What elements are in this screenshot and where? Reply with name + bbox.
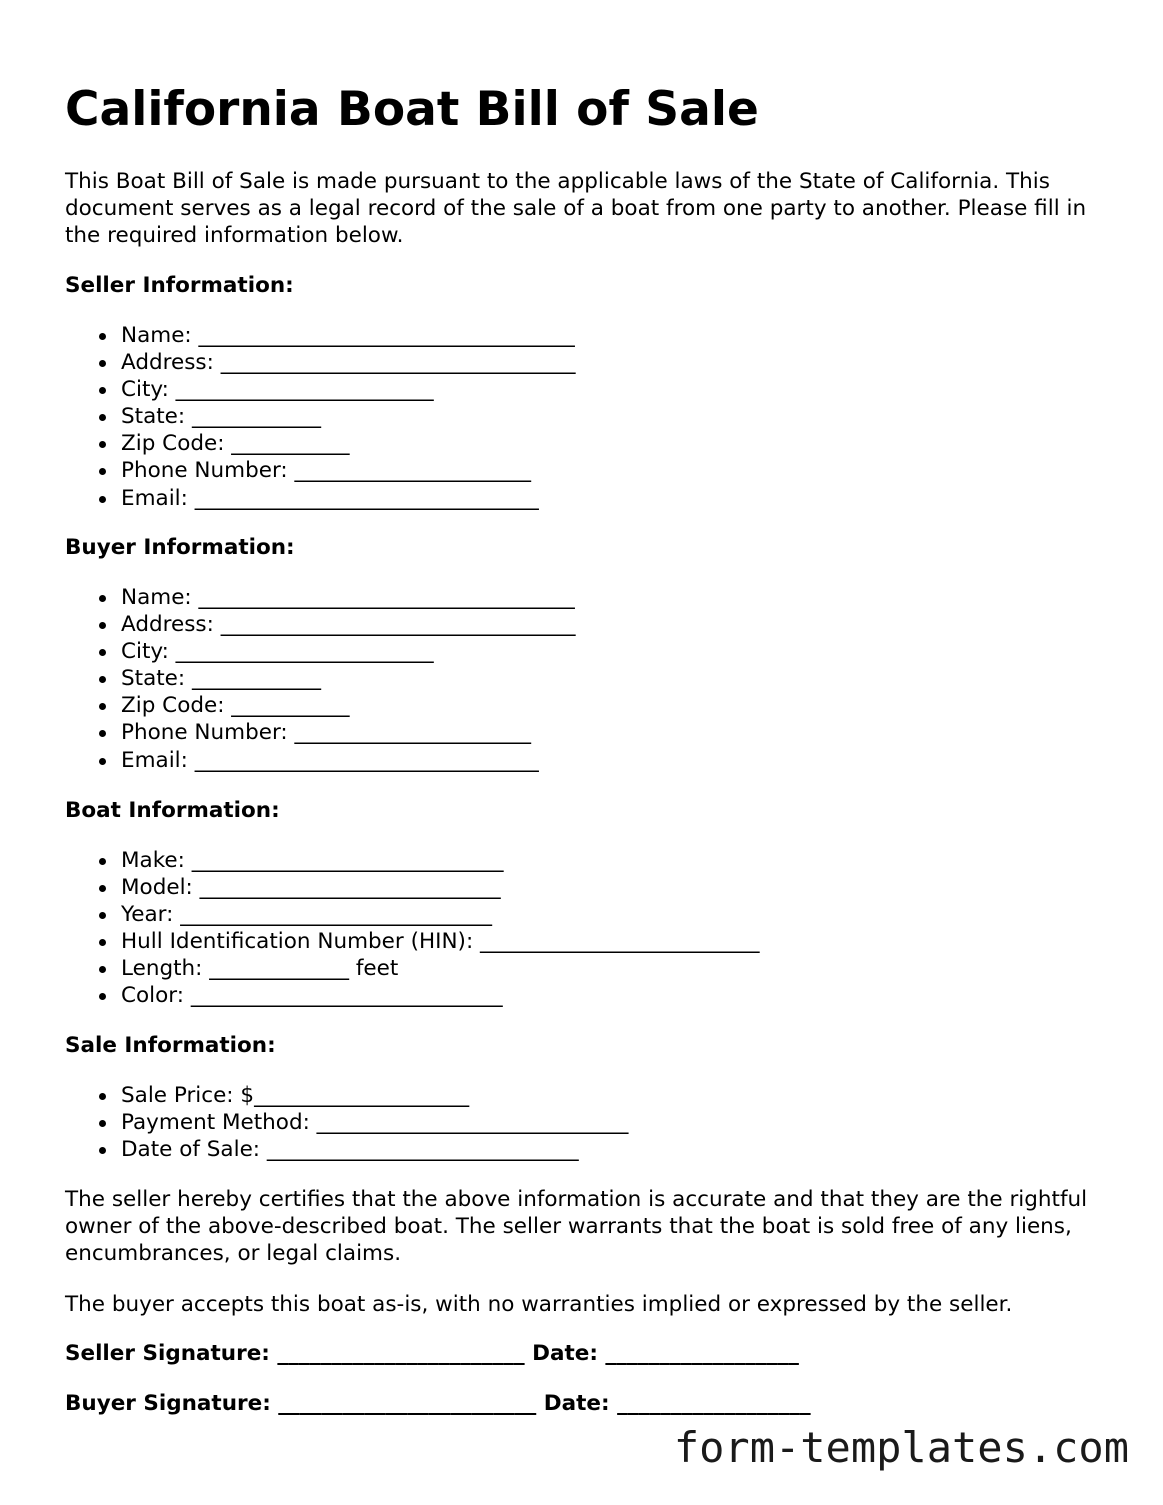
intro-paragraph: This Boat Bill of Sale is made pursuant to the applicable laws of the State of California. This document serves as a legal record of the sale of a boat from one party to another. Please fill in the required information below. [65, 169, 1087, 248]
buyer-fields-list [65, 584, 575, 774]
buyer-zip-field[interactable]: Zip Code: ___________ [65, 692, 575, 719]
seller-signature-line[interactable]: Seller Signature: _______________________ Date: __________________ [65, 1341, 799, 1366]
boat-section-heading: Boat Information: [65, 798, 280, 823]
document-title: California Boat Bill of Sale [65, 82, 759, 137]
seller-phone-field[interactable]: Phone Number: ______________________ [65, 457, 575, 484]
buyer-email-field[interactable]: Email: ________________________________ [65, 747, 575, 774]
boat-make-field[interactable]: Make: _____________________________ [65, 847, 760, 874]
date-of-sale-field[interactable]: Date of Sale: _____________________________ [65, 1136, 628, 1163]
seller-name-field[interactable]: Name: ___________________________________ [65, 322, 575, 349]
boat-year-field[interactable]: Year: _____________________________ [65, 901, 760, 928]
seller-fields-list [65, 322, 575, 512]
seller-address-field[interactable]: Address: _________________________________ [65, 349, 575, 376]
buyer-state-field[interactable]: State: ____________ [65, 665, 575, 692]
sale-price-field[interactable]: Sale Price: $____________________ [65, 1082, 628, 1109]
watermark: form-templates.com [673, 1423, 1129, 1472]
buyer-phone-field[interactable]: Phone Number: ______________________ [65, 719, 575, 746]
seller-state-field[interactable]: State: ____________ [65, 403, 575, 430]
seller-section-heading: Seller Information: [65, 273, 294, 298]
boat-fields-list [65, 847, 760, 1010]
buyer-signature-line[interactable]: Buyer Signature: ________________________ Date: __________________ [65, 1391, 811, 1416]
buyer-name-field[interactable]: Name: ___________________________________ [65, 584, 575, 611]
sale-section-heading: Sale Information: [65, 1033, 276, 1058]
buyer-city-field[interactable]: City: ________________________ [65, 638, 575, 665]
seller-city-field[interactable]: City: ________________________ [65, 376, 575, 403]
certification-paragraph: The seller hereby certifies that the above information is accurate and that they are the rightful owner of the above-described boat. The seller warrants that the boat is sold free of any liens, encumbrances, or legal claims. [65, 1187, 1088, 1266]
boat-hin-field[interactable]: Hull Identification Number (HIN): __________________________ [65, 928, 760, 955]
sale-fields-list [65, 1082, 628, 1163]
boat-length-field[interactable]: Length: _____________ feet [65, 955, 760, 982]
buyer-address-field[interactable]: Address: _________________________________ [65, 611, 575, 638]
buyer-section-heading: Buyer Information: [65, 535, 295, 560]
payment-method-field[interactable]: Payment Method: _____________________________ [65, 1109, 628, 1136]
seller-email-field[interactable]: Email: ________________________________ [65, 485, 575, 512]
seller-zip-field[interactable]: Zip Code: ___________ [65, 430, 575, 457]
acceptance-paragraph: The buyer accepts this boat as-is, with no warranties implied or expressed by the seller. [65, 1292, 1013, 1317]
boat-model-field[interactable]: Model: ____________________________ [65, 874, 760, 901]
boat-color-field[interactable]: Color: _____________________________ [65, 982, 760, 1009]
